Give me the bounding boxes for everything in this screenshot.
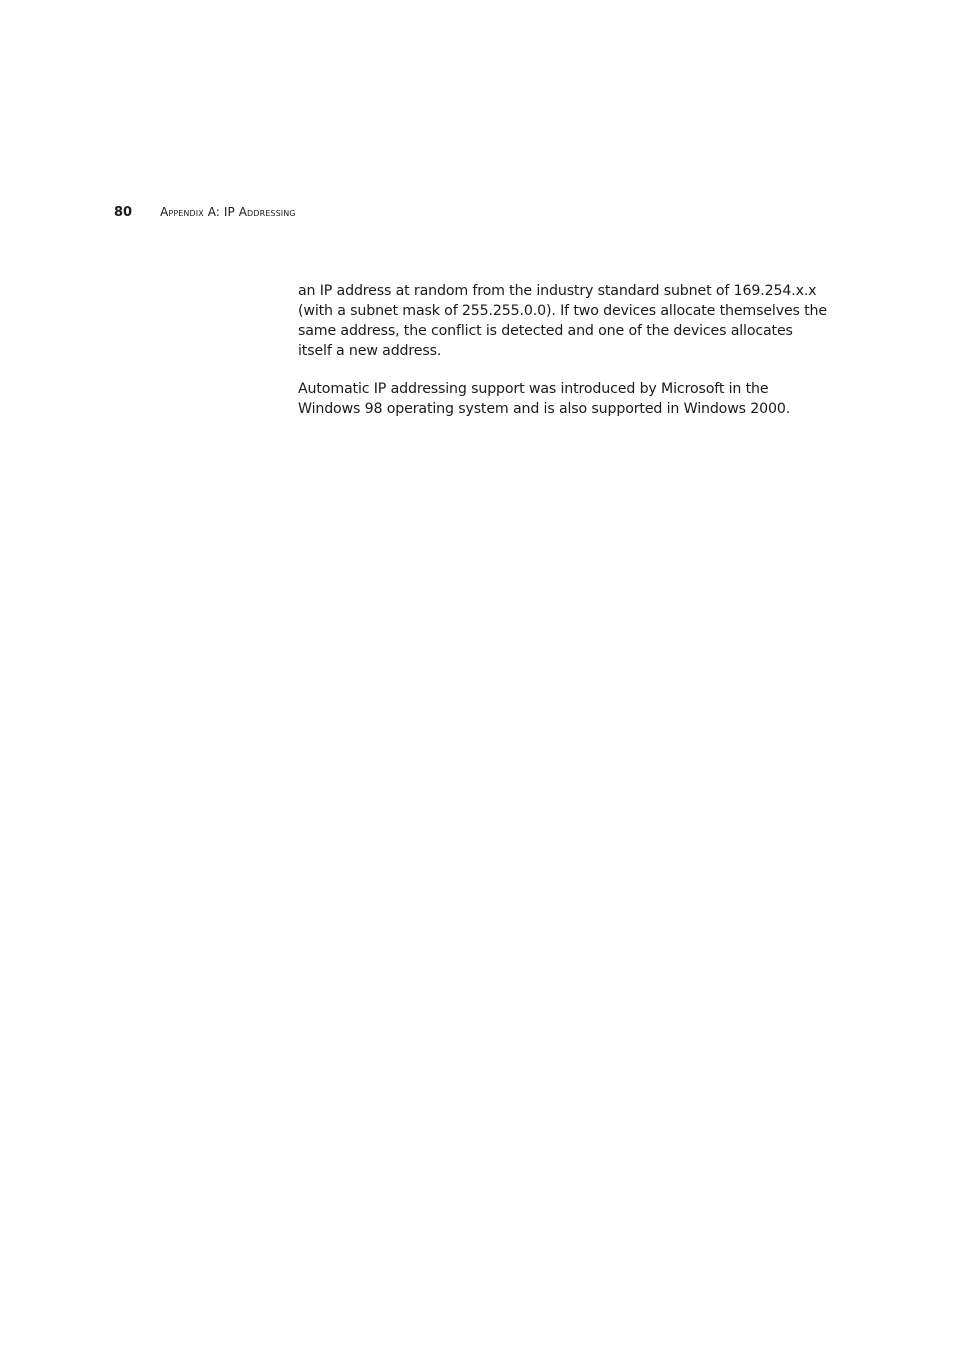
header-title: Appendix A: IP Addressing [160,205,296,219]
paragraph-2: Automatic IP addressing support was introduced by Microsoft in the Windows 98 operating system and is also supported in Windows 2000. [298,381,791,417]
paragraph-1: an IP address at random from the industry standard subnet of 169.254.x.x (with a subnet mask of 255.255.0.0). If two devices allocate themselves the same address, the conflict is detected and one of the devices allocates itself a new address. [298,283,827,359]
body-text [298,281,828,437]
page-number: 80 [114,205,133,220]
running-header [114,205,296,223]
